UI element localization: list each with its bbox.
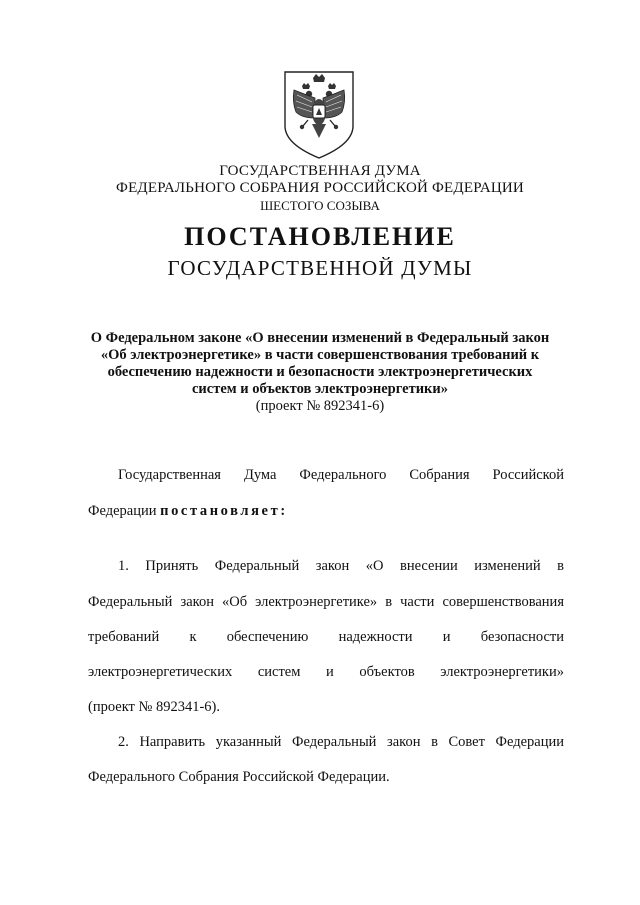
intro-line2 [88, 503, 288, 520]
intro-line1: Государственная Дума Федерального Собрания Российской [118, 467, 564, 483]
document-title: ПОСТАНОВЛЕНИЕ [184, 222, 456, 251]
project-number: (проект № 892341-6) [255, 398, 385, 414]
subject-line3: обеспечению надежности и безопасности электроэнергетических [107, 364, 533, 380]
paragraph2-line2: Федерального Собрания Российской Федерации. [88, 769, 390, 785]
org-name-line1: ГОСУДАРСТВЕННАЯ ДУМА [219, 163, 421, 179]
intro-federation: Федерации [88, 503, 157, 519]
paragraph1-line3: требований к обеспечению надежности и безопасности [88, 629, 564, 645]
paragraph1-line1: 1. Принять Федеральный закон «О внесении изменений в [118, 558, 564, 574]
subject-line1: О Федеральном законе «О внесении изменений в Федеральный закон [90, 330, 550, 346]
paragraph1-line5: (проект № 892341-6). [88, 699, 221, 715]
coat-of-arms-icon [282, 68, 356, 160]
org-name-line2: ФЕДЕРАЛЬНОГО СОБРАНИЯ РОССИЙСКОЙ ФЕДЕРАЦИИ [116, 180, 524, 196]
subject-line4: систем и объектов электроэнергетики» [191, 381, 449, 397]
subject-line2: «Об электроэнергетике» в части совершенствования требований к [100, 347, 540, 363]
paragraph1-line2: Федеральный закон «Об электроэнергетике» в части совершенствования [88, 594, 564, 610]
document-subtitle: ГОСУДАРСТВЕННОЙ ДУМЫ [167, 256, 473, 280]
resolves-word: постановляет: [160, 503, 288, 519]
paragraph1-line4: электроэнергетических систем и объектов электроэнергетики» [88, 664, 564, 680]
paragraph2-line1: 2. Направить указанный Федеральный закон в Совет Федерации [118, 734, 564, 750]
convocation: ШЕСТОГО СОЗЫВА [260, 198, 380, 213]
